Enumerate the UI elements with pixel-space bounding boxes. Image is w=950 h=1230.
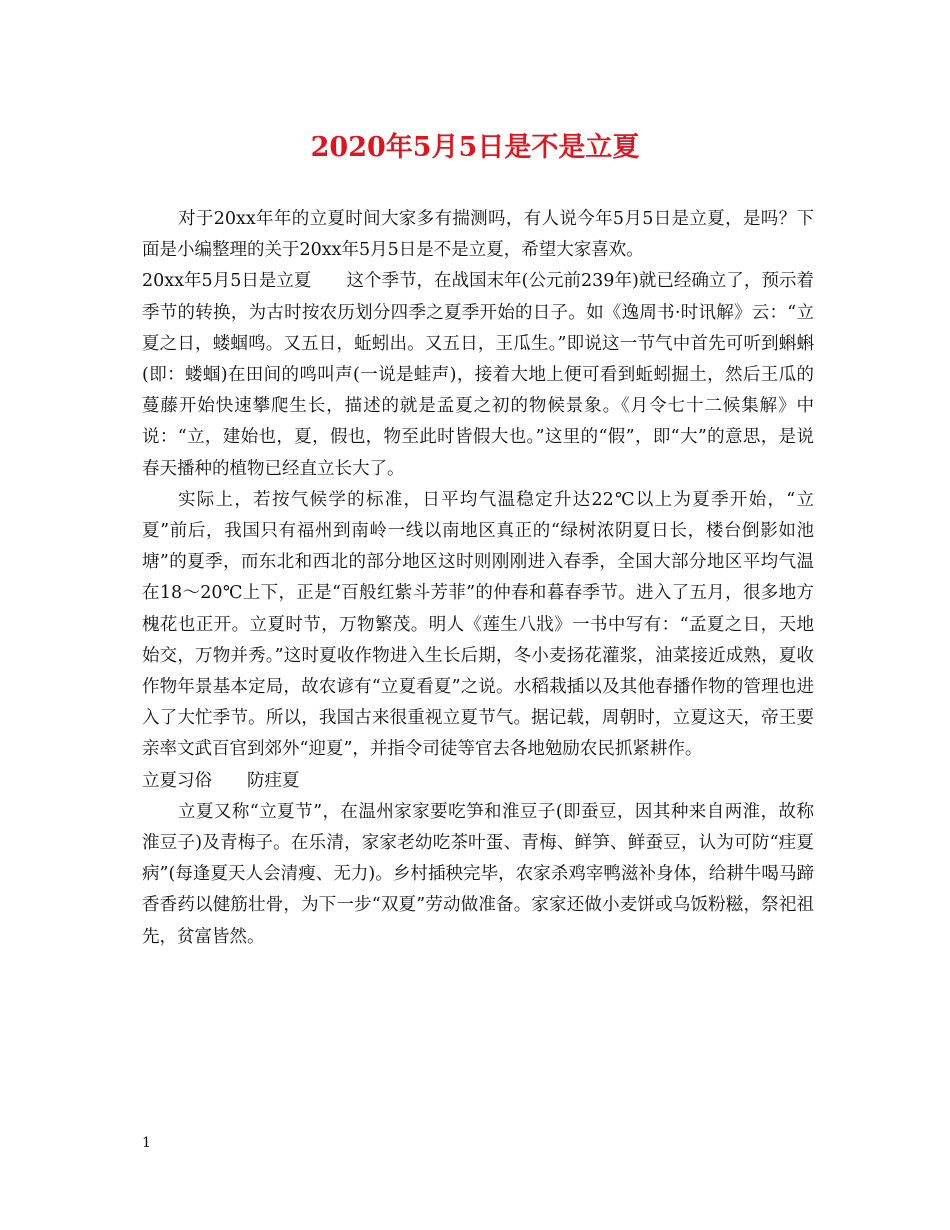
customs-heading: 立夏习俗 防疰夏: [142, 770, 300, 791]
date-paragraph: 20xx年5月5日是立夏 这个季节，在战国末年(公元前239年)就已经确立了，预示着季节的转换，为古时按农历划分四季之夏季开始的日子。如《逸周书·时讯解》云：“立夏之日，蝼蝈鸣。又五日，蚯蚓出。又五日，王瓜生。”即说这一节气中首先可听到蝌蝌(即：蝼蝈)在田间的鸣叫声(一说是蛙声)，接着大地上便可看到蚯蚓掘土，然后王瓜的蔓藤开始快速攀爬生长，描述的就是孟夏之初的物候景象。《月令七十二候集解》中说：“立，建始也，夏，假也，物至此时皆假大也。”这里的“假”，即“大”的意思，是说春天播种的植物已经直立长大了。: [142, 271, 814, 479]
customs-paragraph: 立夏又称“立夏节”，在温州家家要吃笋和淮豆子(即蚕豆，因其种来自两淮，故称淮豆子)及青梅子。在乐清，家家老幼吃茶叶蛋、青梅、鲜笋、鲜蚕豆，认为可防“疰夏病”(每逢夏天人会清瘦、无力)。乡村插秧完毕，农家杀鸡宰鸭滋补身体，给耕牛喝马蹄香香药以健筋壮骨，为下一步“双夏”劳动做准备。家家还做小麦饼或乌饭粉糍，祭祀祖先，贫富皆然。: [142, 801, 814, 947]
intro-paragraph: 对于20xx年年的立夏时间大家多有揣测吗，有人说今年5月5日是立夏，是吗？下面是小编整理的关于20xx年5月5日是不是立夏，希望大家喜欢。: [142, 209, 814, 261]
document-body: [142, 204, 814, 953]
climate-paragraph: 实际上，若按气候学的标准，日平均气温稳定升达22℃以上为夏季开始，“立夏”前后，我国只有福州到南岭一线以南地区真正的“绿树浓阴夏日长，楼台倒影如池塘”的夏季，而东北和西北的部分地区这时则刚刚进入春季，全国大部分地区平均气温在18～20℃上下，正是“百般红紫斗芳菲”的仲春和暮春季节。进入了五月，很多地方槐花也正开。立夏时节，万物繁茂。明人《莲生八戕》一书中写有：“孟夏之日，天地始交，万物并秀。”这时夏收作物进入生长后期，冬小麦扬花灌浆，油菜接近成熟，夏收作物年景基本定局，故农谚有“立夏看夏”之说。水稻栽插以及其他春播作物的管理也进入了大忙季节。所以，我国古来很重视立夏节气。据记载，周朝时，立夏这天，帝王要亲率文武百官到郊外“迎夏”，并指令司徒等官去各地勉励农民抓紧耕作。: [142, 489, 814, 760]
document-title: 2020年5月5日是不是立夏: [310, 132, 640, 163]
page-number: 1: [142, 1135, 151, 1151]
